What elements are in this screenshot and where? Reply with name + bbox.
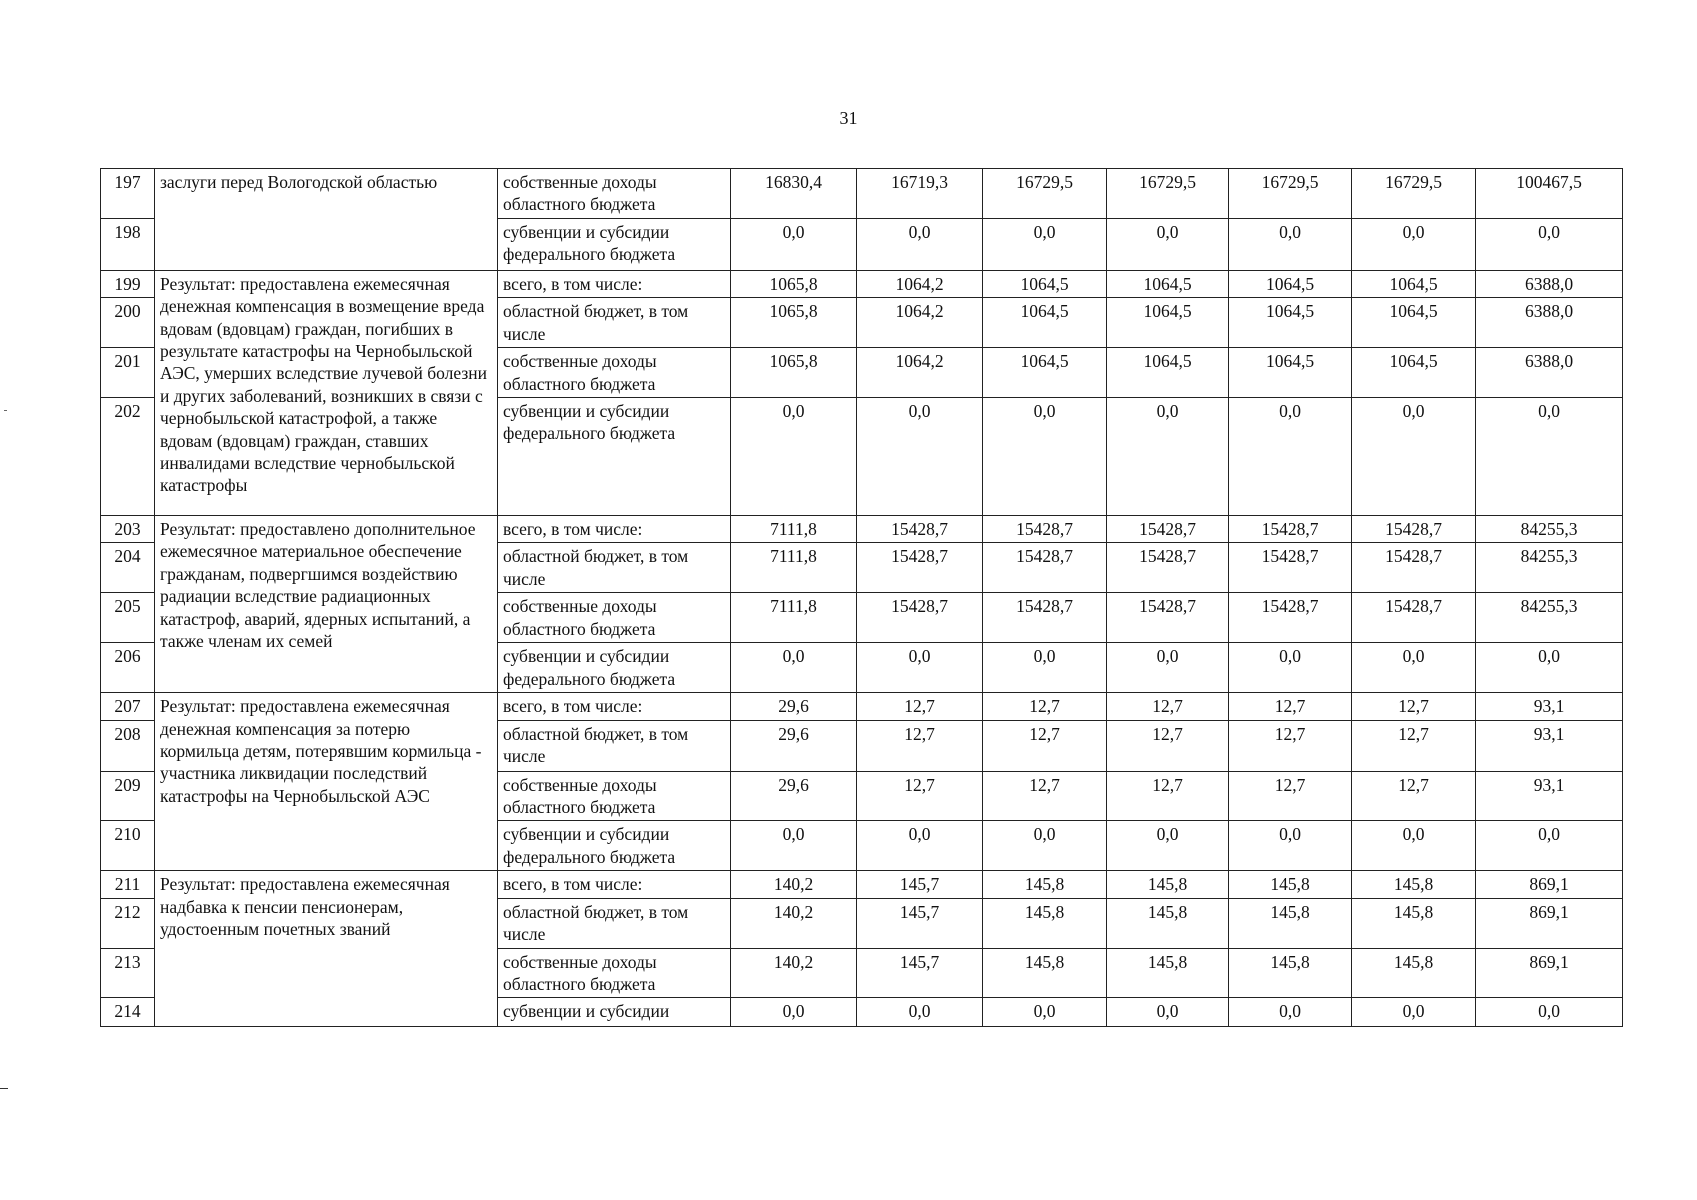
row-number: 210 (101, 821, 155, 871)
row-number: 214 (101, 998, 155, 1027)
scan-edge-mark (0, 1088, 8, 1089)
row-number: 213 (101, 948, 155, 998)
year-value: 1064,5 (1107, 298, 1229, 348)
total-value: 100467,5 (1476, 169, 1623, 219)
row-number: 202 (101, 397, 155, 515)
year-value: 145,8 (1229, 871, 1352, 898)
total-value: 6388,0 (1476, 298, 1623, 348)
row-number: 197 (101, 169, 155, 219)
year-value: 1064,5 (1352, 348, 1476, 398)
total-value: 869,1 (1476, 871, 1623, 898)
year-value: 12,7 (983, 693, 1107, 720)
year-value: 7111,8 (731, 593, 857, 643)
year-value: 1064,2 (857, 348, 983, 398)
year-value: 15428,7 (1352, 543, 1476, 593)
total-value: 869,1 (1476, 898, 1623, 948)
year-value: 0,0 (857, 643, 983, 693)
year-value: 12,7 (1352, 771, 1476, 821)
row-number: 208 (101, 720, 155, 771)
year-value: 0,0 (1107, 998, 1229, 1027)
year-value: 0,0 (983, 218, 1107, 270)
year-value: 145,8 (983, 871, 1107, 898)
year-value: 1064,5 (1229, 270, 1352, 297)
total-value: 0,0 (1476, 821, 1623, 871)
row-number: 203 (101, 515, 155, 542)
year-value: 12,7 (1352, 720, 1476, 771)
row-number: 200 (101, 298, 155, 348)
funding-source: субвенции и субсидии федерального бюджета (498, 218, 731, 270)
year-value: 1064,5 (1229, 298, 1352, 348)
funding-source: всего, в том числе: (498, 515, 731, 542)
total-value: 93,1 (1476, 771, 1623, 821)
year-value: 0,0 (983, 998, 1107, 1027)
row-number: 211 (101, 871, 155, 898)
year-value: 12,7 (1107, 720, 1229, 771)
year-value: 140,2 (731, 898, 857, 948)
funding-source: субвенции и субсидии федерального бюджета (498, 397, 731, 515)
total-value: 6388,0 (1476, 270, 1623, 297)
year-value: 145,7 (857, 948, 983, 998)
year-value: 0,0 (983, 397, 1107, 515)
year-value: 0,0 (731, 998, 857, 1027)
year-value: 1064,5 (983, 348, 1107, 398)
year-value: 0,0 (983, 643, 1107, 693)
year-value: 7111,8 (731, 515, 857, 542)
year-value: 15428,7 (1107, 543, 1229, 593)
year-value: 1064,5 (1352, 270, 1476, 297)
year-value: 15428,7 (857, 515, 983, 542)
year-value: 145,8 (1107, 871, 1229, 898)
year-value: 1065,8 (731, 298, 857, 348)
year-value: 145,8 (1229, 898, 1352, 948)
year-value: 16729,5 (1229, 169, 1352, 219)
year-value: 15428,7 (983, 543, 1107, 593)
year-value: 1064,5 (983, 298, 1107, 348)
year-value: 15428,7 (1229, 593, 1352, 643)
year-value: 0,0 (1229, 998, 1352, 1027)
year-value: 0,0 (731, 643, 857, 693)
result-description: Результат: предоставлено дополнительное ежемесячное материальное обеспечение гражданам, подвергшимся воздействию радиации вследствие радиационных катастроф, аварий, ядерных испытаний, а также членам их семей (155, 515, 498, 692)
year-value: 15428,7 (1107, 515, 1229, 542)
funding-source: субвенции и субсидии (498, 998, 731, 1027)
year-value: 7111,8 (731, 543, 857, 593)
year-value: 1065,8 (731, 270, 857, 297)
year-value: 0,0 (1229, 218, 1352, 270)
year-value: 1064,5 (1107, 270, 1229, 297)
year-value: 140,2 (731, 948, 857, 998)
year-value: 1064,2 (857, 270, 983, 297)
year-value: 145,8 (983, 948, 1107, 998)
year-value: 0,0 (1352, 218, 1476, 270)
year-value: 1064,5 (1352, 298, 1476, 348)
year-value: 15428,7 (1352, 515, 1476, 542)
year-value: 0,0 (731, 821, 857, 871)
funding-source: субвенции и субсидии федерального бюджета (498, 643, 731, 693)
funding-source: собственные доходы областного бюджета (498, 169, 731, 219)
year-value: 12,7 (1229, 771, 1352, 821)
result-description: заслуги перед Вологодской областью (155, 169, 498, 271)
year-value: 12,7 (1229, 693, 1352, 720)
year-value: 145,7 (857, 871, 983, 898)
year-value: 16729,5 (983, 169, 1107, 219)
page-number: 31 (839, 108, 858, 128)
year-value: 29,6 (731, 720, 857, 771)
total-value: 869,1 (1476, 948, 1623, 998)
year-value: 12,7 (1352, 693, 1476, 720)
year-value: 16719,3 (857, 169, 983, 219)
year-value: 145,8 (1229, 948, 1352, 998)
year-value: 0,0 (1352, 821, 1476, 871)
result-description: Результат: предоставлена ежемесячная надбавка к пенсии пенсионерам, удостоенным почетных званий (155, 871, 498, 1027)
total-value: 84255,3 (1476, 515, 1623, 542)
row-number: 204 (101, 543, 155, 593)
year-value: 1064,2 (857, 298, 983, 348)
row-number: 207 (101, 693, 155, 720)
year-value: 145,8 (1352, 871, 1476, 898)
funding-source: собственные доходы областного бюджета (498, 771, 731, 821)
year-value: 0,0 (1107, 821, 1229, 871)
table-row (101, 515, 1623, 542)
year-value: 0,0 (1107, 397, 1229, 515)
row-number: 201 (101, 348, 155, 398)
funding-source: собственные доходы областного бюджета (498, 948, 731, 998)
year-value: 29,6 (731, 771, 857, 821)
year-value: 0,0 (857, 998, 983, 1027)
year-value: 15428,7 (1229, 543, 1352, 593)
year-value: 15428,7 (1107, 593, 1229, 643)
year-value: 0,0 (857, 218, 983, 270)
year-value: 15428,7 (983, 515, 1107, 542)
funding-source: собственные доходы областного бюджета (498, 593, 731, 643)
year-value: 0,0 (1229, 643, 1352, 693)
result-description: Результат: предоставлена ежемесячная денежная компенсация за потерю кормильца детям, потерявшим кормильца - участника ликвидации последствий катастрофы на Чернобыльской АЭС (155, 693, 498, 871)
table-row (101, 871, 1623, 898)
year-value: 0,0 (1107, 643, 1229, 693)
total-value: 0,0 (1476, 643, 1623, 693)
year-value: 29,6 (731, 693, 857, 720)
funding-source: областной бюджет, в том числе (498, 898, 731, 948)
year-value: 15428,7 (983, 593, 1107, 643)
year-value: 0,0 (731, 218, 857, 270)
total-value: 0,0 (1476, 218, 1623, 270)
row-number: 206 (101, 643, 155, 693)
total-value: 0,0 (1476, 998, 1623, 1027)
year-value: 1064,5 (983, 270, 1107, 297)
year-value: 145,8 (1107, 898, 1229, 948)
table-row (101, 693, 1623, 720)
year-value: 145,8 (1352, 898, 1476, 948)
funding-source: областной бюджет, в том числе (498, 720, 731, 771)
year-value: 0,0 (1352, 397, 1476, 515)
year-value: 12,7 (983, 771, 1107, 821)
result-description: Результат: предоставлена ежемесячная денежная компенсация в возмещение вреда вдовам (вдовцам) граждан, погибших в результате катастрофы на Чернобыльской АЭС, умерших вследствие лучевой болезни и других заболеваний, возникших в связи с чернобыльской катастрофой, а также вдовам (вдовцам) граждан, ставших инвалидами вследствие чернобыльской катастрофы (155, 270, 498, 515)
year-value: 12,7 (1229, 720, 1352, 771)
year-value: 145,8 (1352, 948, 1476, 998)
total-value: 84255,3 (1476, 593, 1623, 643)
year-value: 1064,5 (1107, 348, 1229, 398)
year-value: 0,0 (1229, 397, 1352, 515)
funding-source: всего, в том числе: (498, 270, 731, 297)
year-value: 140,2 (731, 871, 857, 898)
total-value: 0,0 (1476, 397, 1623, 515)
funding-source: всего, в том числе: (498, 871, 731, 898)
year-value: 15428,7 (857, 593, 983, 643)
year-value: 0,0 (1229, 821, 1352, 871)
year-value: 1065,8 (731, 348, 857, 398)
year-value: 0,0 (857, 397, 983, 515)
row-number: 212 (101, 898, 155, 948)
year-value: 0,0 (1107, 218, 1229, 270)
year-value: 1064,5 (1229, 348, 1352, 398)
year-value: 12,7 (1107, 771, 1229, 821)
funding-source: всего, в том числе: (498, 693, 731, 720)
year-value: 145,7 (857, 898, 983, 948)
total-value: 6388,0 (1476, 348, 1623, 398)
year-value: 12,7 (1107, 693, 1229, 720)
total-value: 93,1 (1476, 693, 1623, 720)
year-value: 16830,4 (731, 169, 857, 219)
year-value: 15428,7 (1352, 593, 1476, 643)
year-value: 0,0 (857, 821, 983, 871)
year-value: 0,0 (1352, 998, 1476, 1027)
row-number: 209 (101, 771, 155, 821)
year-value: 145,8 (983, 898, 1107, 948)
table-row (101, 270, 1623, 297)
table-row (101, 169, 1623, 219)
year-value: 0,0 (983, 821, 1107, 871)
year-value: 0,0 (731, 397, 857, 515)
budget-table (100, 168, 1623, 1027)
year-value: 0,0 (1352, 643, 1476, 693)
year-value: 15428,7 (857, 543, 983, 593)
year-value: 15428,7 (1229, 515, 1352, 542)
funding-source: областной бюджет, в том числе (498, 543, 731, 593)
total-value: 93,1 (1476, 720, 1623, 771)
year-value: 12,7 (857, 693, 983, 720)
year-value: 12,7 (857, 720, 983, 771)
year-value: 16729,5 (1352, 169, 1476, 219)
funding-source: областной бюджет, в том числе (498, 298, 731, 348)
year-value: 145,8 (1107, 948, 1229, 998)
row-number: 205 (101, 593, 155, 643)
row-number: 199 (101, 270, 155, 297)
row-number: 198 (101, 218, 155, 270)
funding-source: субвенции и субсидии федерального бюджета (498, 821, 731, 871)
year-value: 12,7 (983, 720, 1107, 771)
year-value: 16729,5 (1107, 169, 1229, 219)
scan-artifact (4, 410, 7, 411)
year-value: 12,7 (857, 771, 983, 821)
total-value: 84255,3 (1476, 543, 1623, 593)
funding-source: собственные доходы областного бюджета (498, 348, 731, 398)
